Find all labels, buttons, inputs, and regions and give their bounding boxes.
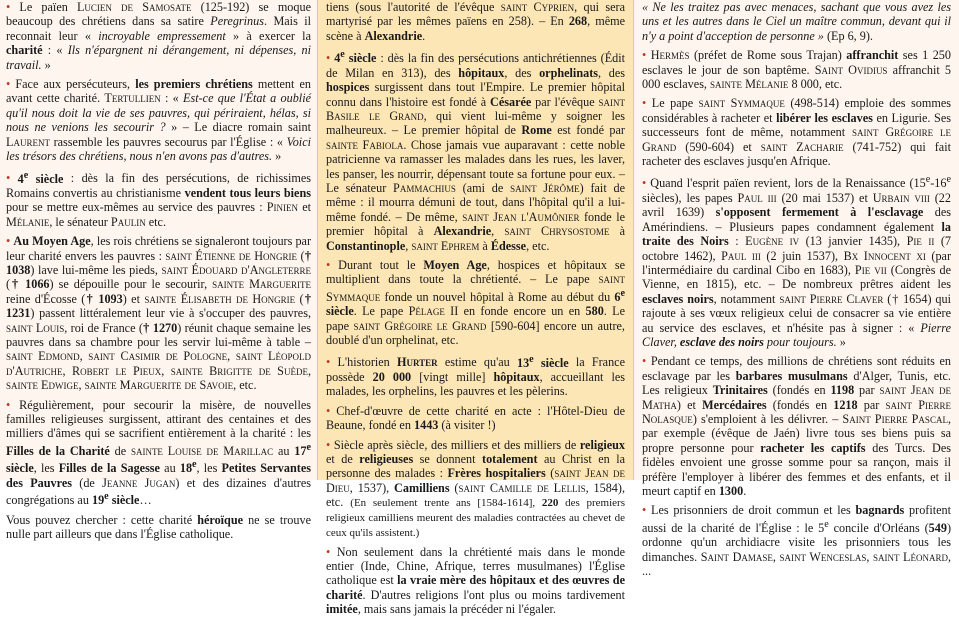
paragraph-barbaresques: • Pendant ce temps, des millions de chrétiens sont réduits en esclavage par les barbares musulmans d'Alger, Tunis, etc. Les religieux Trinitaires (fondés en 1198 par saint Jean de Matha) et Mercédaires (fondés en 1218 par saint Pierre Nolasque) s'emploient à les délivrer. – Saint Pierre Pascal, par exemple (évêque de Jaén) livre tous ses biens puis sa propre personne pour racheter les captifs des Turcs. Des fidèles envoient une grosse somme pour sa rançon, mais il préfère l'employer à libérer des femmes et des enfants, et il meurt captif en 1300.: [642, 354, 952, 499]
paragraph-religieux-malades: • Siècle après siècle, des milliers et des milliers de religieux et de religieuses se donnent totalement au Christ en la personne des malades : Frères hospitaliers (saint Jean de Dieu, 1537), Camilliens (saint Camille de Lellis, 1584), etc. (En seulement trente ans [1584-1614], 220 des premiers religieux camilliens meurent des maladies contractées au chevet de ceux qu'ils assistent.): [326, 437, 626, 539]
bullet-marker: •: [326, 403, 331, 418]
bullet-marker: •: [6, 397, 11, 412]
bullet-marker: •: [326, 51, 331, 66]
bullet-marker: •: [6, 234, 11, 249]
paragraph-hotel-dieu: • Chef-d'œuvre de cette charité en acte : l'Hôtel-Dieu de Beaune, fondé en 1443 (à visiter !): [326, 403, 625, 433]
paragraph-tertullien: • Face aux persécuteurs, les premiers chrétiens mettent en avant cette charité. Tertullien : « Est-ce que l'État a oublié qu'il nous doit la vie de ses pauvres, qui périraient, hélas, si nous ne venions les secourir ? » – Le diacre romain saint Laurent rassemble les pauvres secourus par l'Église : « Voici les trésors des chrétiens, nous n'en avons pas d'autres. »: [6, 77, 311, 164]
bullet-marker: •: [642, 96, 647, 111]
bullet-marker: •: [326, 544, 331, 559]
paragraph-familles-religieuses: • Régulièrement, pour secourir la misère, de nouvelles familles religieuses surgissent, attirant des centaines et des milliers d'âmes qui se sacrifient entièrement à la charité : les Filles de la Charité de sainte Louise de Marillac au 17e siècle, les Filles de la Sagesse au 18e, les Petites Servantes des Pauvres (de Jeanne Jugan) et des dizaines d'autres congrégations au 19e siècle…: [6, 397, 312, 508]
paragraph-renaissance-papes: • Quand l'esprit païen revient, lors de la Renaissance (15e-16e siècles), les papes Paul iii (20 mai 1537) et Urbain viii (22 avril 1639) s'opposent fermement à l'esclavage des Amérindiens. – Plusieurs papes condamnent également la traite des Noirs : Eugène iv (13 janvier 1435), Pie ii (7 octobre 1462), Paul iii (2 juin 1537), Bx Innocent xi (par l'intermédiaire du cardinal Cibo en 1683), Pie vii (Congrès de Vienne, en 1815), etc. – De nombreux prêtres aident les esclaves noirs, notamment saint Pierre Claver († 1654) qui rajoute à ses vœux religieux celui de consacrer sa vie entière au service des esclaves, et n'hésite pas à signer : « Pierre Claver, esclave des noirs pour toujours. »: [642, 174, 952, 349]
left-column: [0, 0, 317, 542]
paragraph-affranchissements: • Hermès (préfet de Rome sous Trajan) affranchit ses 1 250 esclaves le jour de son baptême. Saint Ovidius affranchit 5 000 esclaves, sainte Mélanie 8 000, etc.: [642, 48, 951, 92]
bullet-marker: •: [6, 0, 11, 14]
paragraph-4e-siecle-hopitaux: • 4e siècle : dès la fin des persécutions antichrétiennes (Édit de Milan en 313), des hôpitaux, des orphelinats, des hospices surgissent dans tout l'Empire. Le premier hôpital connu dans l'histoire est fondé à Césarée par l'évêque saint Basile le Grand, qui vient lui-même y soigner les malheureux. – Le premier hôpital de Rome est fondé par sainte Fabiola. Chose jamais vue auparavant : cette noble patricienne va ramasser les malades dans les rues, les laver, les panser, les nourrir, dépensant toute sa fortune pour eux. – Le sénateur Pammachius (ami de saint Jérôme) fait de même : il mourra démuni de tout, dans l'hôpital qu'il a lui-même fondé. – De même, saint Jean l'Aumônier fonde le premier hôpital à Alexandrie, saint Chrysostome à Constantinople, saint Ephrem à Édesse, etc.: [326, 49, 625, 253]
bullet-marker: •: [326, 355, 331, 370]
bullet-marker: •: [326, 257, 331, 272]
middle-column: [317, 0, 634, 617]
bullet-marker: •: [642, 503, 647, 518]
paragraph-charite-heroique: Vous pouvez chercher : cette charité héroïque ne se trouve nulle part ailleurs que dans l'Église catholique.: [6, 512, 311, 542]
paragraph-moyen-age-hospices: • Durant tout le Moyen Age, hospices et hôpitaux se multiplient dans toute la chrétienté. – Le pape saint Symmaque fonde un nouvel hôpital à Rome au début du 6e siècle. Le pape Pélage II en fonde encore un en 580. Le pape saint Grégoire le Grand [590-604] encore un autre, doublé d'un orphelinat, etc.: [326, 257, 626, 348]
paragraph-hurter: • L'historien Hurter estime qu'au 13e siècle la France possède 20 000 [vingt mille] hôpitaux, accueillant les malades, les orphelins, les pauvres et les pèlerins.: [326, 353, 626, 399]
bullet-marker: •: [326, 437, 331, 452]
bullet-marker: •: [642, 176, 647, 191]
paragraph-4e-siecle-romains: • 4e siècle : dès la fin des persécutions, de richissimes Romains convertis au christianisme vendent tous leurs biens pour se mettre eux-mêmes au service des pauvres : Pinien et Mélanie, le sénateur Paulin etc.: [6, 169, 312, 229]
paragraph-symmaque-esclaves: • Le pape saint Symmaque (498-514) emploie des sommes considérables à racheter et libérer les esclaves en Ligurie. Ses successeurs font de même, notamment saint Grégoire le Grand (590-604) et saint Zacharie (741-752) qui fait racheter des esclaves jusqu'en Afrique.: [642, 96, 951, 169]
bullet-marker: •: [6, 77, 11, 92]
bullet-marker: •: [642, 354, 647, 369]
right-column: [634, 0, 959, 579]
paragraph-mere-des-hopitaux: • Non seulement dans la chrétienté mais dans le monde entier (Inde, Chine, Afrique, terres musulmanes) l'Église catholique est la vraie mère des hôpitaux et des œuvres de charité. D'autres religions l'ont plus ou moins tardivement imitée, mais sans jamais la précéder ni l'égaler.: [326, 544, 625, 617]
paragraph-ephesiens-quote: « Ne les traitez pas avec menaces, sachant que vous avez les uns et les autres dans le Ciel un maître commun, devant qui il n'y a point d'acception de personne » (Ep 6, 9).: [642, 0, 951, 43]
bullet-marker: •: [6, 171, 11, 186]
bullet-marker: •: [642, 48, 647, 63]
paragraph-moyen-age-rois: • Au Moyen Age, les rois chrétiens se signaleront toujours par leur charité envers les pauvres : saint Étienne de Hongrie († 1038) lave lui-même les pieds, saint Édouard d'Angleterre († 1066) se dépouille pour le secourir, sainte Marguerite reine d'Écosse († 1093) et sainte Élisabeth de Hongrie († 1231) passent littéralement leur vie à s'occuper des pauvres, saint Louis, roi de France († 1270) réunit chaque semaine les pauvres dans sa chambre pour les servir lui-même à table – saint Edmond, saint Casimir de Pologne, saint Léopold d'Autriche, Robert le Pieux, sainte Brigitte de Suède, sainte Edwige, sainte Marguerite de Savoie, etc.: [6, 234, 312, 393]
paragraph-lucien: • Le païen Lucien de Samosate (125-192) se moque beaucoup des chrétiens dans sa satire Peregrinus. Mais il reconnait leur « incroyable empressement » à exercer la charité : « Ils n'épargnent ni dérangement, ni dépenses, ni travail. »: [6, 0, 311, 72]
paragraph-prisonniers: • Les prisonniers de droit commun et les bagnards profitent aussi de la charité de l'Église : le 5e concile d'Orléans (549) ordonne qu'un archidiacre visite les prisonniers tous les dimanches. Saint Damase, saint Wenceslas, saint Léonard, ...: [642, 503, 952, 579]
paragraph-cyprien-continued: tiens (sous l'autorité de l'évêque saint Cyprien, qui sera martyrisé par les mêmes païens en 258). – En 268, même scène à Alexandrie.: [326, 0, 625, 43]
